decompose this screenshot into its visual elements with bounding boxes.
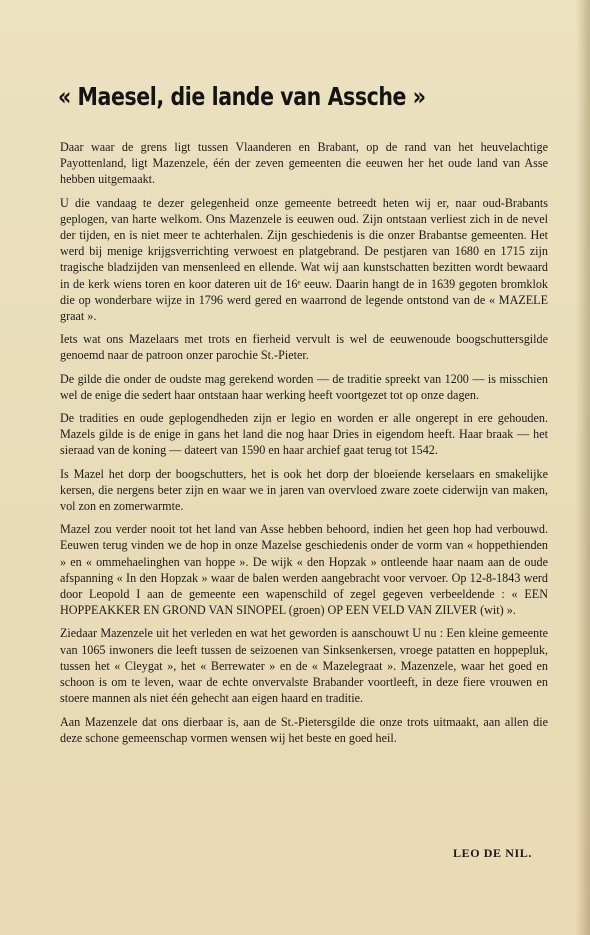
- paragraph-history: U die vandaag te dezer gelegenheid onze gemeente betreedt heten wij er, naar oud-Brabants geplogen, van harte welkom. Ons Mazenzele is eeuwen oud. Zijn ontstaan verliest zich in de nevel der tijden, en is niet meer te achterhalen. Zijn geschiedenis is die onzer Brabantse gemeenten. Het werd bij menige krijgsverrichting verwoest en platgebrand. De pestjaren van 1680 en 1715 zijn tragische bladzijden van mensenleed en ellende. Wat wij aan kunstschatten bezitten wordt bewaard in de kerk wiens toren en koor dateren uit de 16ᵉ eeuw. Daarin hangt de in 1639 gegoten bromklok die op wonderbare wijze in 1796 werd gered en waarrond de legende ontstond van de « MAZELE graat ».: [60, 195, 548, 324]
- paragraph-traditions: De tradities en oude geplogendheden zijn er legio en worden er alle ongerept in ere gehouden. Mazels gilde is de enige in gans het land die nog haar Dries in eigendom heeft. Haar braak — het sieraad van de koning — dateert van 1590 en haar archief gaat terug tot 1542.: [60, 411, 548, 458]
- document-title: « Maesel, die lande van Assche »: [58, 82, 426, 111]
- paragraph-cherries: Is Mazel het dorp der boogschutters, het is ook het dorp der bloeiende kerselaars en smakelijke kersen, die nergens beter zijn en waar we in jaren van overvloed zware zoete ciderwijn van maken, vol zon en zomerwarmte.: [60, 466, 548, 514]
- paragraph-intro: Daar waar de grens ligt tussen Vlaanderen en Brabant, op de rand van het heuvelachtige Payottenland, ligt Mazenzele, één der zeven gemeenten die eeuwen her het oude land van Asse hebben uitgemaakt.: [60, 140, 548, 187]
- paragraph-hops: Mazel zou verder nooit tot het land van Asse hebben behoord, indien het geen hop had verbouwd. Eeuwen terug vinden we de hop in onze Mazelse geschiedenis onder de vorm van « hoppethienden » en « ommehaelinghen van hoppe ». De wijk « den Hopzak » ontleende haar naam aan de oude afspanning « In den Hopzak » waar de balen werden aangebracht voor vervoer. Op 12-8-1843 werd door Leopold I aan de gemeente een wapenschild of zegel gegeven verbeeldende : « EEN HOPPEAKKER EN GROND VAN SINOPEL (groen) OP EEN VELD VAN ZILVER (wit) ».: [60, 522, 548, 618]
- paragraph-present-day: Ziedaar Mazenzele uit het verleden en wat het geworden is aanschouwt U nu : Een kleine gemeente van 1065 inwoners die leeft tussen de seizoenen van Sinksenkersen, vroege patatten en hoppepluk, tussen het « Cleygat », het « Berrewater » en de « Mazelegraat ». Mazenzele, waar het goed en schoon is om te leven, waar de echte onvervalste Brabander voortleeft, in deze fiere vrouwen en stoere mannen als niet één gehecht aan eigen haard en traditie.: [60, 626, 548, 706]
- paragraph-archers-guild: Iets wat ons Mazelaars met trots en fierheid vervult is wel de eeuwenoude boogschuttersgilde genoemd naar de patroon onzer parochie St.-Pieter.: [60, 332, 548, 363]
- body-text: [60, 139, 548, 753]
- paragraph-closing: Aan Mazenzele dat ons dierbaar is, aan de St.-Pietersgilde die onze trots uitmaakt, aan allen die deze schone gemeenschap vormen wensen wij het beste en goed heil.: [60, 714, 548, 745]
- paragraph-guild-age: De gilde die onder de oudste mag gerekend worden — de traditie spreekt van 1200 — is misschien wel de enige die sedert haar ontstaan haar werking heeft voortgezet tot op onze dagen.: [60, 371, 548, 402]
- signature: LEO DE NIL.: [453, 846, 532, 860]
- page-edge-shadow: [576, 0, 590, 935]
